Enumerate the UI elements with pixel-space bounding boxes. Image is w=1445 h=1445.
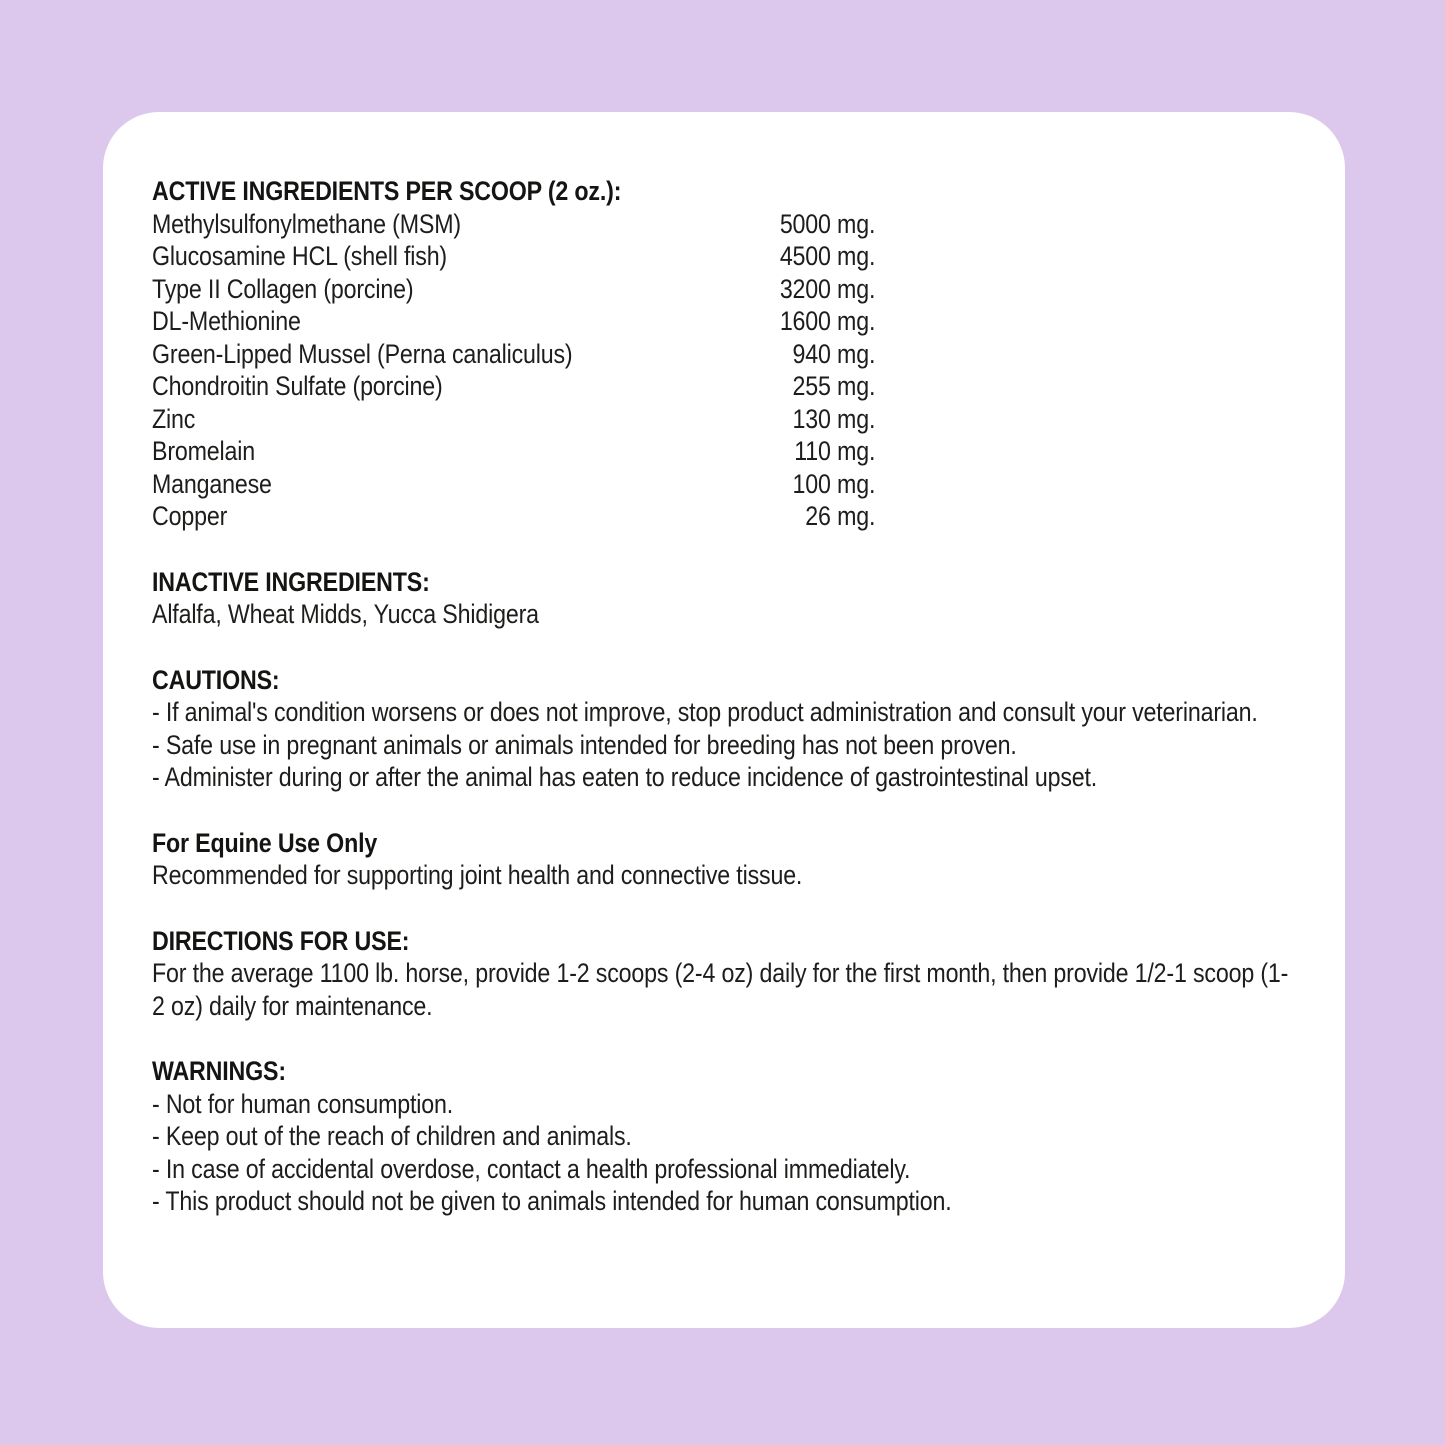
ingredient-name: Manganese bbox=[152, 468, 272, 499]
cautions-heading: CAUTIONS: bbox=[152, 664, 280, 695]
equine-use-heading: For Equine Use Only bbox=[152, 827, 378, 858]
ingredient-row bbox=[152, 305, 875, 338]
warning-line: - This product should not be given to animals intended for human consumption. bbox=[152, 1186, 952, 1216]
inactive-ingredients-body: Alfalfa, Wheat Midds, Yucca Shidigera bbox=[152, 599, 539, 629]
inactive-ingredients-heading: INACTIVE INGREDIENTS: bbox=[152, 566, 430, 597]
ingredient-name: Methylsulfonylmethane (MSM) bbox=[152, 208, 461, 239]
ingredient-name: Zinc bbox=[152, 403, 196, 434]
ingredient-row bbox=[152, 403, 875, 436]
label-content bbox=[152, 175, 1296, 1218]
ingredient-amount: 130 mg. bbox=[792, 403, 876, 434]
ingredient-amount: 26 mg. bbox=[805, 501, 876, 531]
ingredient-name: DL-Methionine bbox=[152, 306, 301, 336]
directions-heading: DIRECTIONS FOR USE: bbox=[152, 925, 410, 956]
ingredient-row bbox=[152, 338, 875, 371]
warning-line: - Keep out of the reach of children and animals. bbox=[152, 1121, 632, 1151]
ingredient-name: Glucosamine HCL (shell fish) bbox=[152, 241, 447, 271]
cautions-list bbox=[152, 696, 1296, 794]
ingredient-row bbox=[152, 468, 875, 501]
ingredient-amount: 100 mg. bbox=[792, 468, 876, 499]
warning-line: - Not for human consumption. bbox=[152, 1088, 454, 1119]
ingredient-amount: 255 mg. bbox=[792, 371, 876, 401]
active-ingredients-heading: ACTIVE INGREDIENTS PER SCOOP (2 oz.): bbox=[152, 176, 622, 206]
ingredient-amount: 940 mg. bbox=[792, 338, 876, 369]
ingredient-amount: 3200 mg. bbox=[779, 273, 876, 304]
warnings-heading: WARNINGS: bbox=[152, 1056, 286, 1086]
caution-line: - Safe use in pregnant animals or animals intended for breeding has not been proven. bbox=[152, 729, 1017, 760]
ingredient-row bbox=[152, 208, 875, 241]
ingredient-amount: 5000 mg. bbox=[779, 208, 876, 239]
caution-line: - Administer during or after the animal has eaten to reduce incidence of gastrointestinal upset. bbox=[152, 762, 1098, 792]
equine-use-body: Recommended for supporting joint health and connective tissue. bbox=[152, 860, 803, 890]
ingredient-name: Copper bbox=[152, 501, 228, 531]
active-ingredients-table bbox=[152, 208, 875, 533]
ingredient-name: Type II Collagen (porcine) bbox=[152, 273, 414, 304]
ingredient-amount: 4500 mg. bbox=[779, 241, 876, 271]
ingredient-row bbox=[152, 435, 875, 468]
ingredient-row bbox=[152, 273, 875, 306]
ingredient-row bbox=[152, 240, 875, 273]
ingredient-name: Chondroitin Sulfate (porcine) bbox=[152, 371, 443, 401]
label-card bbox=[103, 112, 1345, 1328]
directions-body: For the average 1100 lb. horse, provide 1-2 scoops (2-4 oz) daily for the first month, then provide 1/2-1 scoop (1-2 oz) daily for maintenance. bbox=[152, 958, 1289, 1021]
caution-line: - If animal's condition worsens or does not improve, stop product administration and consult your veterinarian. bbox=[152, 697, 1258, 727]
warning-line: - In case of accidental overdose, contact a health professional immediately. bbox=[152, 1153, 911, 1184]
ingredient-amount: 1600 mg. bbox=[779, 306, 876, 336]
ingredient-name: Green-Lipped Mussel (Perna canaliculus) bbox=[152, 338, 573, 369]
ingredient-row bbox=[152, 500, 875, 533]
warnings-list bbox=[152, 1088, 1296, 1218]
ingredient-amount: 110 mg. bbox=[794, 436, 876, 466]
ingredient-name: Bromelain bbox=[152, 436, 255, 466]
ingredient-row bbox=[152, 370, 875, 403]
